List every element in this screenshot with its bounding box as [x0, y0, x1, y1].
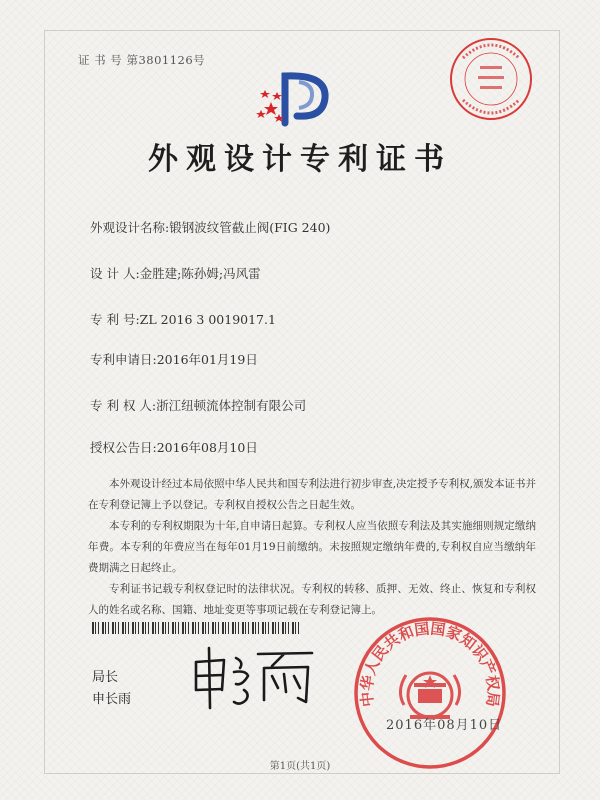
barcode-bar — [275, 622, 276, 634]
barcode-bar — [298, 622, 299, 634]
grant-date-value: 2016年08月10日 — [156, 440, 258, 455]
barcode-bar — [168, 622, 169, 634]
patentee-value: 浙江纽顿流体控制有限公司 — [156, 398, 307, 413]
designer-label: 设 计 人: — [90, 266, 140, 281]
barcode-bar — [182, 622, 184, 634]
barcode-bar — [102, 622, 104, 634]
designer-row — [90, 264, 261, 282]
barcode-bar — [255, 622, 256, 634]
page-number: 第1页(共1页) — [269, 761, 331, 772]
design-name-value: 锻钢波纹管截止阀(FIG 240) — [169, 220, 331, 235]
barcode-bar — [265, 622, 266, 634]
barcode-bar — [108, 622, 109, 634]
barcode-bar — [95, 622, 96, 634]
barcode-bar — [272, 622, 274, 634]
barcode-bar — [285, 622, 286, 634]
barcode-bar — [98, 622, 99, 634]
body-paragraph-2: 本专利的专利权期限为十年,自申请日起算。专利权人应当依照专利法及其实施细则规定缴纳年费。本专利的年费应当在每年01月19日前缴纳。未按照规定缴纳年费的,专利权自应当缴纳年费期满之日起终止。 — [88, 520, 536, 574]
top-right-seal — [448, 36, 534, 122]
patent-number-row — [90, 310, 276, 328]
barcode-bar — [162, 622, 164, 634]
barcode-bar — [278, 622, 279, 634]
svg-text:中华人民共和国国家知识产权局: 中华人民共和国国家知识产权局 — [357, 619, 503, 708]
certificate-title: 外观设计专利证书 — [148, 142, 452, 177]
patent-number-value: ZL 2016 3 0019017.1 — [139, 312, 276, 327]
barcode-bar — [262, 622, 264, 634]
body-paragraph-3: 专利证书记载专利权登记时的法律状况。专利权的转移、质押、无效、终止、恢复和专利权人的姓名或名称、国籍、地址变更等事项记载在专利登记簿上。 — [88, 583, 536, 616]
barcode — [92, 622, 304, 634]
barcode-bar — [238, 622, 239, 634]
barcode-bar — [135, 622, 136, 634]
barcode-bar — [152, 622, 154, 634]
barcode-bar — [288, 622, 289, 634]
barcode-bar — [245, 622, 246, 634]
barcode-bar — [235, 622, 236, 634]
barcode-bar — [295, 622, 296, 634]
barcode-bar — [138, 622, 139, 634]
barcode-bar — [165, 622, 166, 634]
barcode-bar — [188, 622, 189, 634]
barcode-bar — [205, 622, 206, 634]
designer-value: 金胜建;陈孙姆;冯风雷 — [139, 266, 261, 281]
barcode-bar — [215, 622, 216, 634]
barcode-bar — [145, 622, 146, 634]
official-seal — [352, 615, 508, 771]
barcode-bar — [292, 622, 294, 634]
filing-date-label: 专利申请日: — [90, 352, 157, 367]
barcode-bar — [212, 622, 214, 634]
barcode-bar — [225, 622, 226, 634]
barcode-bar — [122, 622, 124, 634]
director-signature — [188, 640, 318, 712]
filing-date-value: 2016年01月19日 — [156, 352, 258, 367]
barcode-bar — [115, 622, 116, 634]
patentee-row — [90, 396, 306, 414]
design-name-row — [90, 218, 330, 236]
barcode-bar — [118, 622, 119, 634]
barcode-bar — [148, 622, 149, 634]
barcode-bar — [258, 622, 259, 634]
director-title: 局长 — [92, 670, 119, 685]
seal-date: 2016年08月10日 — [386, 718, 503, 733]
barcode-bar — [268, 622, 269, 634]
filing-date-row — [90, 350, 258, 368]
barcode-bar — [172, 622, 174, 634]
barcode-bar — [202, 622, 204, 634]
barcode-bar — [158, 622, 159, 634]
grant-date-row — [90, 438, 258, 456]
barcode-bar — [142, 622, 144, 634]
barcode-bar — [125, 622, 126, 634]
barcode-bar — [222, 622, 224, 634]
barcode-bar — [242, 622, 244, 634]
patentee-label: 专 利 权 人: — [90, 398, 157, 413]
barcode-bar — [192, 622, 194, 634]
barcode-bar — [195, 622, 196, 634]
barcode-bar — [105, 622, 106, 634]
barcode-bar — [218, 622, 219, 634]
barcode-bar — [228, 622, 229, 634]
barcode-bar — [112, 622, 114, 634]
grant-date-label: 授权公告日: — [90, 440, 157, 455]
design-name-label: 外观设计名称: — [90, 220, 170, 235]
body-paragraph-1: 本外观设计经过本局依照中华人民共和国专利法进行初步审查,决定授予专利权,颁发本证书并在专利登记簿上予以登记。专利权自授权公告之日起生效。 — [88, 478, 536, 511]
certificate-number: 证 书 号 第3801126号 — [78, 53, 206, 67]
barcode-bar — [208, 622, 209, 634]
director-name: 申长雨 — [92, 692, 132, 707]
barcode-bar — [155, 622, 156, 634]
barcode-bar — [128, 622, 129, 634]
barcode-bar — [185, 622, 186, 634]
barcode-bar — [282, 622, 284, 634]
barcode-bar — [252, 622, 254, 634]
barcode-bar — [132, 622, 134, 634]
barcode-bar — [175, 622, 176, 634]
barcode-bar — [178, 622, 179, 634]
barcode-bar — [92, 622, 94, 634]
patent-office-logo — [255, 68, 345, 130]
patent-number-label: 专 利 号: — [90, 312, 140, 327]
barcode-bar — [198, 622, 199, 634]
barcode-bar — [248, 622, 249, 634]
barcode-bar — [232, 622, 234, 634]
